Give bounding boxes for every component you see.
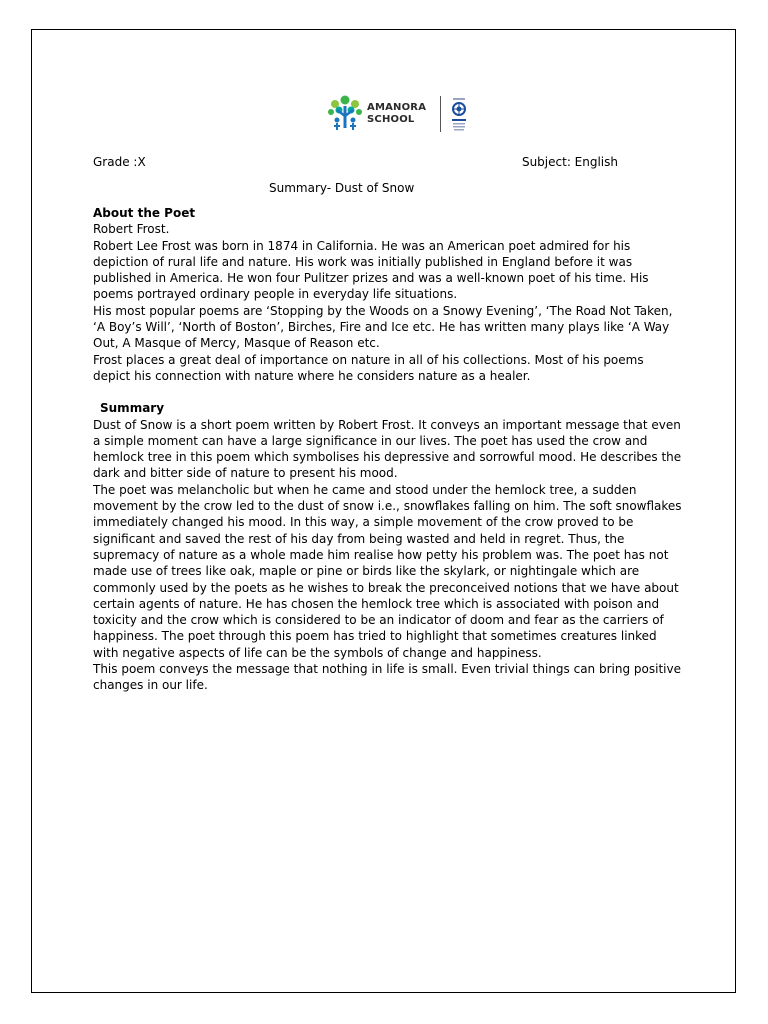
summary-paragraph-1: Dust of Snow is a short poem written by Robert Frost. It conveys an important message that even a simple moment can have a large significance in our lives. The poet has used the crow and hemlock tree in this poem which symbolises his depressive and sorrowful mood. He describes the dark and bitter side of nature to present his mood.	[93, 417, 682, 481]
summary-paragraph-2: The poet was melancholic but when he came and stood under the hemlock tree, a sudden movement by the crow led to the dust of snow i.e., snowflakes falling on him. The soft snowflakes immediately changed his mood. In this way, a simple movement of the crow proved to be significant and saved the rest of his day from being wasted and held in regret. Thus, the supremacy of nature as a whole made him realise how petty his problem was. The poet has not made use of trees like oak, maple or pine or birds like the skylark, or nightingale which are commonly used by the poets as he wishes to break the preconceived notions that we have about certain agents of nature. He has chosen the hemlock tree which is associated with poison and toxicity and the crow which is considered to be an indicator of doom and fear as the carriers of happiness. The poet through this poem has tried to highlight that sometimes creatures linked with negative aspects of life can be the symbols of change and happiness.	[93, 482, 682, 660]
about-poet-paragraph-2: His most popular poems are ‘Stopping by the Woods on a Snowy Evening’, ‘The Road Not Taken, ‘A Boy’s Will’, ‘North of Boston’, Birches, Fire and Ice etc. He has written many plays like ‘A Way Out, A Masque of Mercy, Masque of Reason etc.	[93, 303, 673, 351]
summary-heading: Summary	[100, 401, 165, 416]
summary-paragraph-3: This poem conveys the message that nothing in life is small. Even trivial things can bring positive changes in our life.	[93, 662, 681, 693]
header-row	[93, 148, 618, 170]
school-logo	[325, 94, 469, 134]
logo-wordmark	[367, 102, 426, 126]
about-poet-heading: About the Poet	[93, 206, 196, 220]
about-poet-paragraph-3: Frost places a great deal of importance on nature in all of his collections. Most of his poems depict his connection with nature where he considers nature as a healer.	[93, 352, 644, 383]
logo-line-1: AMANORA	[367, 102, 427, 113]
about-poet-name: Robert Frost.	[93, 222, 170, 237]
tree-logo-icon	[325, 94, 365, 134]
section-gap	[93, 384, 683, 400]
document-content	[93, 148, 683, 694]
about-poet-paragraph-1: Robert Lee Frost was born in 1874 in California. He was an American poet admired for his depiction of rural life and nature. His work was initially published in England before it was published in America. He won four Pulitzer prizes and was a well-known poet of his time. His poems portrayed ordinary people in everyday life situations.	[93, 238, 649, 302]
grade-label: Grade :X	[93, 154, 146, 169]
ryan-logo-icon	[449, 96, 469, 132]
subject-label: Subject: English	[521, 154, 618, 169]
logo-line-2: SCHOOL	[367, 114, 415, 125]
document-title: Summary- Dust of Snow	[269, 181, 415, 195]
logo-divider	[440, 96, 441, 132]
